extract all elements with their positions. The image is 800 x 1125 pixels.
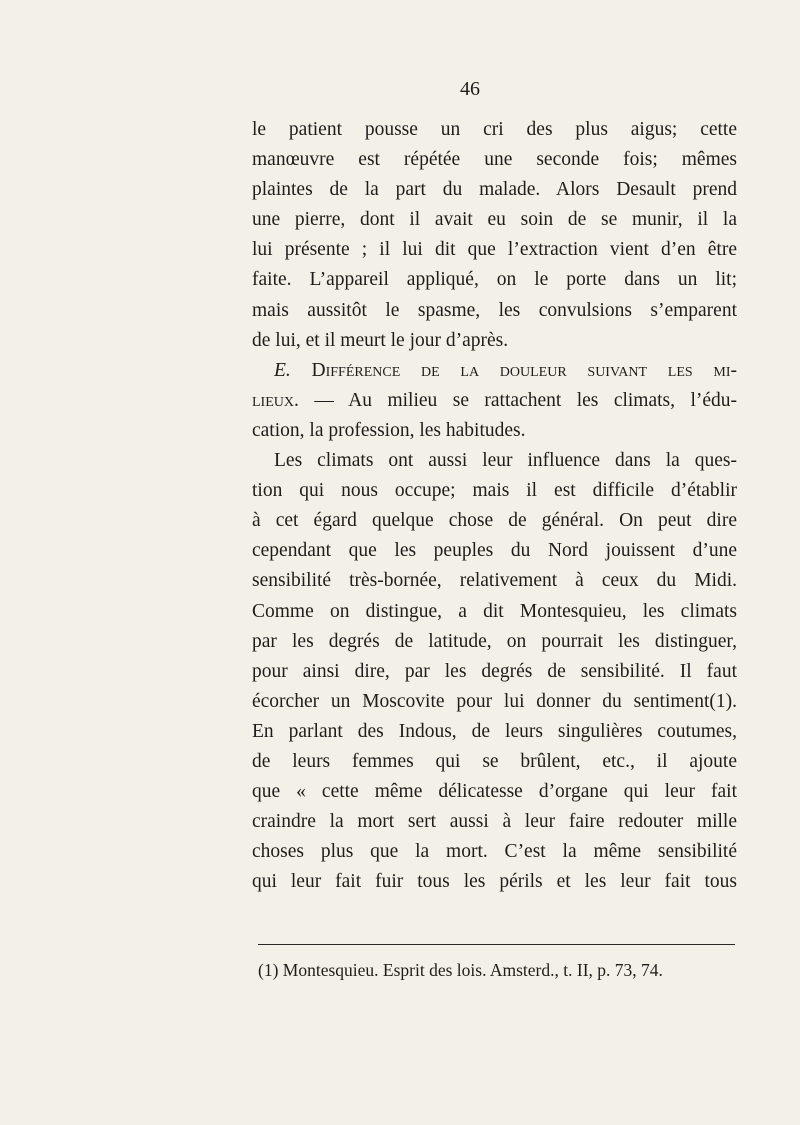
text-line: pour ainsi dire, par les degrés de sensibilité. Il faut (252, 660, 737, 682)
text-line: manœuvre est répétée une seconde fois; mêmes (252, 149, 737, 171)
text-line: craindre la mort sert aussi à leur faire redouter mille (252, 811, 737, 833)
text-line: Les climats ont aussi leur influence dans la ques- (274, 450, 737, 472)
section-letter: E. (274, 359, 291, 381)
page-number: 46 (460, 78, 480, 100)
text-line: mais aussitôt le spasme, les convulsions s’emparent (252, 299, 737, 321)
text-line: En parlant des Indous, de leurs singulières coutumes, (252, 720, 737, 742)
text-line: tion qui nous occupe; mais il est difficile d’établir (252, 480, 737, 502)
text-line: sensibilité très-bornée, relativement à ceux du Midi. (252, 570, 737, 592)
text-line: plaintes de la part du malade. Alors Desault prend (252, 179, 737, 201)
text-line: à cet égard quelque chose de général. On peut dire (252, 510, 737, 532)
text-line: qui leur fait fuir tous les périls et les leur fait tous (252, 871, 737, 893)
text-line: que « cette même délicatesse d’organe qui leur fait (252, 781, 737, 803)
text-line: faite. L’appareil appliqué, on le porte dans un lit; (252, 269, 737, 291)
footnote-divider (258, 944, 735, 945)
footnote: (1) Montesquieu. Esprit des lois. Amsterd., t. II, p. 73, 74. (258, 960, 663, 980)
text-line: par les degrés de latitude, on pourrait les distinguer, (252, 630, 737, 652)
text-line: de lui, et il meurt le jour d’après. (252, 329, 509, 351)
section-heading (252, 356, 737, 386)
text-line: lui présente ; il lui dit que l’extraction vient d’en être (252, 239, 737, 261)
text-line: une pierre, dont il avait eu soin de se munir, il la (252, 209, 737, 231)
section-title: Différence de la douleur suivant les mi- (311, 359, 737, 381)
section-title-end: lieux. (252, 389, 299, 411)
text-line: écorcher un Moscovite pour lui donner du sentiment(1). (252, 690, 737, 712)
text-line: Comme on distingue, a dit Montesquieu, les climats (252, 600, 737, 622)
text-line: choses plus que la mort. C’est la même sensibilité (252, 841, 737, 863)
text-line: de leurs femmes qui se brûlent, etc., il ajoute (252, 750, 737, 772)
body-text (252, 115, 737, 897)
text-line: le patient pousse un cri des plus aigus; cette (252, 119, 737, 140)
text-line: cependant que les peuples du Nord jouissent d’une (252, 540, 737, 562)
text-line: cation, la profession, les habitudes. (252, 419, 526, 441)
section-heading-cont (252, 386, 737, 416)
section-text: — Au milieu se rattachent les climats, l’édu- (314, 389, 738, 411)
